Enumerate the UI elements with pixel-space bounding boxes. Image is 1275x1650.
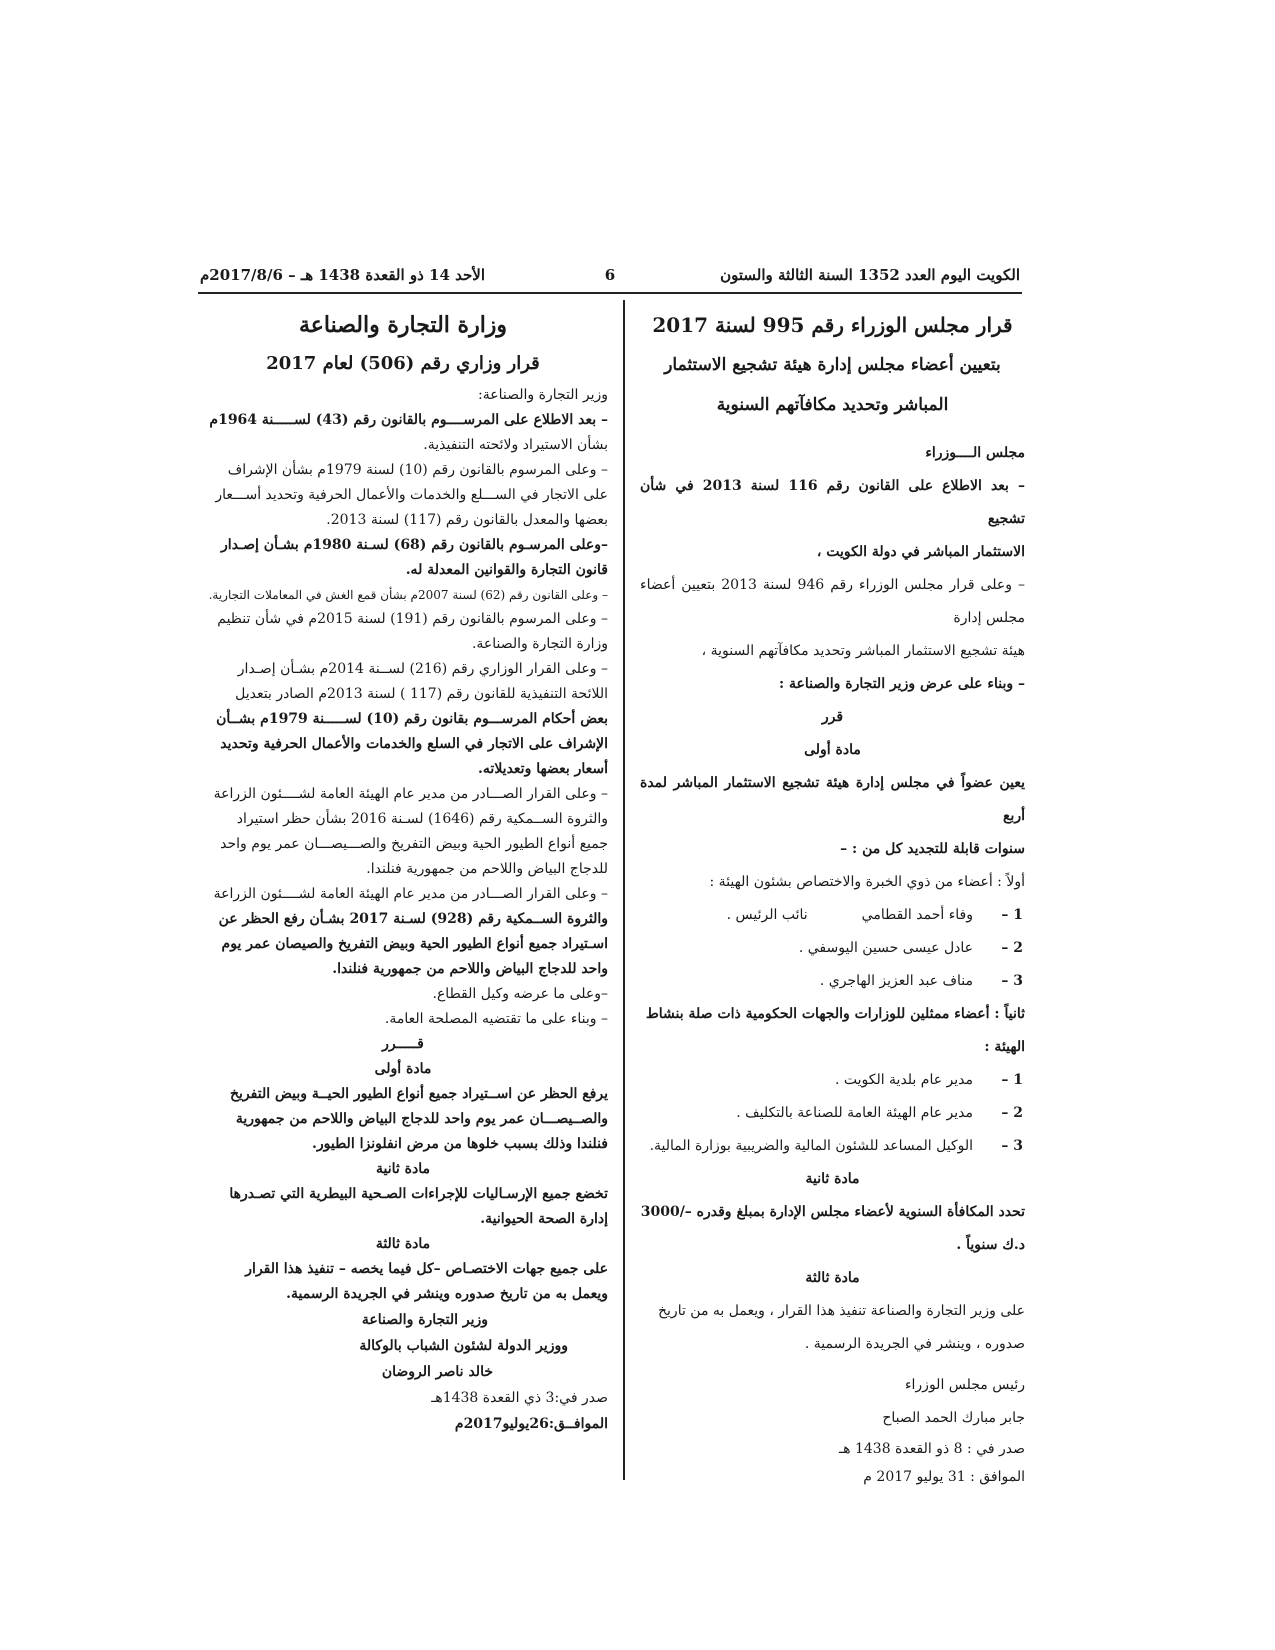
article-text: د.ك سنوياً . <box>956 1237 1025 1253</box>
cabinet-decision-title: قرار مجلس الوزراء رقم 995 لسنة 2017 <box>652 313 1013 337</box>
preamble-line: والثروة الســمكية رقم (1646) لسـنة 2016 بشأن حظر استيراد <box>236 811 608 827</box>
preamble-line: اسـتيراد جميع أنواع الطيور الحية وبيض التفريخ والصيصان عمر يوم <box>221 936 608 952</box>
left-column <box>198 305 608 1437</box>
member-item <box>640 932 1025 965</box>
preamble-line: واحد للدجاج البياض واللاحم من جمهورية فنلندا. <box>332 961 608 977</box>
preamble-line: –وعلى المرسـوم بالقانون رقم (68) لسـنة 1980م بشـأن إصـدار <box>221 537 608 553</box>
member-name: الوكيل المساعد للشئون المالية والضريبية بوزارة المالية. <box>649 1138 973 1154</box>
preamble-line: – وبناء على عرض وزير التجارة والصناعة : <box>778 676 1025 692</box>
member-name: عادل عيسى حسين اليوسفي . <box>798 940 973 956</box>
preamble-line: وزارة التجارة والصناعة. <box>471 636 608 652</box>
article-heading: مادة ثالثة <box>805 1270 860 1286</box>
preamble-line: – وعلى المرسوم بالقانون رقم (10) لسنة 1979م بشأن الإشراف <box>227 462 608 478</box>
article-text: صدوره ، وينشر في الجريدة الرسمية . <box>804 1336 1025 1352</box>
page-header <box>200 266 1020 290</box>
member-role: نائب الرئيس . <box>726 907 808 923</box>
article-text: ويعمل به من تاريخ صدوره وينشر في الجريدة الرسمية. <box>286 1286 608 1302</box>
article-text: على جميع جهات الاختصـاص –كل فيما يخصه – تنفيذ هذا القرار <box>245 1261 608 1277</box>
issuer: وزير التجارة والصناعة: <box>478 387 608 403</box>
group-heading: أولاً : أعضاء من ذوي الخبرة والاختصاص بشئون الهيئة : <box>709 874 1025 890</box>
article-heading: مادة ثالثة <box>375 1236 431 1252</box>
member-item <box>640 1097 1025 1130</box>
member-number: 3 – <box>1001 973 1023 989</box>
preamble-line: أسعار بعضها وتعديلاته. <box>478 761 608 777</box>
member-name: مناف عبد العزيز الهاجري . <box>819 973 973 989</box>
member-number: 1 – <box>1001 1072 1023 1088</box>
preamble-line: والثروة الســمكية رقم (928) لسـنة 2017 بشـأن رفع الحظر عن <box>218 911 608 927</box>
preamble-line: الاستثمار المباشر في دولة الكويت ، <box>816 544 1025 560</box>
cabinet-decision-subtitle-2: المباشر وتحديد مكافآتهم السنوية <box>716 395 949 415</box>
header-divider <box>198 292 1022 294</box>
article-text: على وزير التجارة والصناعة تنفيذ هذا القرار ، ويعمل به من تاريخ <box>658 1303 1025 1319</box>
preamble-line: بعض أحكام المرســـوم بقانون رقم (10) لســـــنة 1979م بشــأن <box>216 711 608 727</box>
header-publication: الكويت اليوم العدد 1352 السنة الثالثة والستون <box>720 266 1020 284</box>
preamble-line: جميع أنواع الطيور الحية وبيض التفريخ والصـــيصـــان عمر يوم واحد <box>220 836 608 852</box>
member-name: مدير عام الهيئة العامة للصناعة بالتكليف . <box>736 1105 973 1121</box>
preamble-line: – وعلى القرار الصـــادر من مدير عام الهيئة العامة لشــــئون الزراعة <box>213 886 608 902</box>
preamble-line: – بعد الاطلاع على القانون رقم 116 لسنة 2013 في شأن تشجيع <box>640 478 1026 527</box>
preamble-line: – بعد الاطلاع على المرســــوم بالقانون رقم (43) لســـــنة 1964م <box>209 412 608 428</box>
member-item <box>640 899 1025 932</box>
preamble-line: على الاتجار في الســـلع والخدمات والأعمال الحرفية وتحديد أســـعار <box>215 487 608 503</box>
preamble-line: –وعلى ما عرضه وكيل القطاع. <box>432 986 608 1002</box>
preamble-line: للدجاج البياض واللاحم من جمهورية فنلندا. <box>366 861 608 877</box>
article-heading: مادة ثانية <box>376 1161 430 1177</box>
decided-heading: قرر <box>821 709 844 725</box>
article-text: والصــيصـــان عمر يوم واحد للدجاج البياض واللاحم من جمهورية <box>235 1111 608 1127</box>
header-date: الأحد 14 ذو القعدة 1438 هـ – 2017/8/6م <box>200 266 485 284</box>
column-divider <box>623 300 625 1480</box>
signature-title: وزير التجارة والصناعة <box>361 1312 488 1328</box>
corresponding-date: الموافــق:26يوليو2017م <box>454 1416 608 1432</box>
article-text: يرفع الحظر عن اســتيراد جميع أنواع الطيور الحيــة وبيض التفريخ <box>230 1086 608 1102</box>
article-heading: مادة أولى <box>374 1061 432 1077</box>
preamble-line: قانون التجارة والقوانين المعدلة له. <box>405 562 608 578</box>
preamble-line: – وعلى القرار الوزاري رقم (216) لســنة 2014م بشـأن إصـدار <box>237 661 608 677</box>
member-number: 2 – <box>1001 1105 1023 1121</box>
signature-name: جابر مبارك الحمد الصباح <box>882 1410 1025 1426</box>
preamble <box>198 408 608 1032</box>
preamble-line: – وعلى القرار الصـــادر من مدير عام الهيئة العامة لشــــئون الزراعة <box>213 786 608 802</box>
signature-title-2: ووزير الدولة لشئون الشباب بالوكالة <box>359 1338 568 1354</box>
group-heading-cont: الهيئة : <box>984 1039 1025 1055</box>
preamble-line: هيئة تشجيع الاستثمار المباشر وتحديد مكافآتهم السنوية ، <box>701 643 1025 659</box>
member-number: 1 – <box>1001 907 1023 923</box>
preamble-line: – وعلى المرسوم بالقانون رقم (191) لسنة 2015م في شأن تنظيم <box>217 611 608 627</box>
member-name: مدير عام بلدية الكويت . <box>834 1072 973 1088</box>
member-item <box>640 1130 1025 1163</box>
signature-title: رئيس مجلس الوزراء <box>904 1377 1025 1393</box>
article-text: تحدد المكافأة السنوية لأعضاء مجلس الإدارة بمبلغ وقدره –/3000 <box>640 1204 1025 1220</box>
signature-name: خالد ناصر الروضان <box>381 1364 493 1380</box>
member-item <box>640 1064 1025 1097</box>
right-column <box>640 305 1025 1491</box>
header-page-number: 6 <box>604 266 616 284</box>
preamble-line: بعضها والمعدل بالقانون رقم (117) لسنة 2013. <box>326 512 608 528</box>
issuer: مجلس الــــوزراء <box>925 445 1025 461</box>
article-heading: مادة ثانية <box>805 1171 860 1187</box>
preamble-line: – وعلى قرار مجلس الوزراء رقم 946 لسنة 2013 بتعيين أعضاء مجلس إدارة <box>640 577 1025 626</box>
preamble-line: – وعلى القانون رقم (62) لسنة 2007م بشأن قمع الغش في المعاملات التجارية. <box>208 588 608 602</box>
preamble-line: بشأن الاستيراد ولائحته التنفيذية. <box>423 437 608 453</box>
cabinet-decision-subtitle-1: بتعيين أعضاء مجلس إدارة هيئة تشجيع الاستثمار <box>664 355 1001 375</box>
preamble-line: اللائحة التنفيذية للقانون رقم (117 ) لسنة 2013م الصادر بتعديل <box>235 686 608 702</box>
article-text: إدارة الصحة الحيوانية. <box>480 1211 608 1227</box>
article-text: سنوات قابلة للتجديد كل من : – <box>840 841 1025 857</box>
article-heading: مادة أولى <box>804 742 861 758</box>
ministry-title: وزارة التجارة والصناعة <box>298 312 508 338</box>
preamble-line: – وبناء على ما تقتضيه المصلحة العامة. <box>384 1011 608 1027</box>
preamble-line: الإشراف على الاتجار في السلع والخدمات والأعمال الحرفية وتحديد <box>220 736 608 752</box>
decided-heading: قـــــرر <box>382 1036 424 1052</box>
issued-date: صدر في : 8 ذو القعدة 1438 هـ <box>839 1441 1025 1457</box>
member-item <box>640 965 1025 998</box>
article-text: تخضع جميع الإرسـاليات للإجراءات الصـحية البيطرية التي تصـدرها <box>229 1186 608 1202</box>
article-text: يعين عضواً في مجلس إدارة هيئة تشجيع الاستثمار المباشر لمدة أربع <box>640 775 1025 824</box>
issued-date: صدر في:3 ذي القعدة 1438هـ <box>431 1390 608 1406</box>
member-name: وفاء أحمد القطامي <box>861 907 973 923</box>
group-heading: ثانياً : أعضاء ممثلين للوزارات والجهات الحكومية ذات صلة بنشاط <box>645 1006 1025 1022</box>
ministerial-decision-title: قرار وزاري رقم (506) لعام 2017 <box>266 353 540 374</box>
article-text: فنلندا وذلك بسبب خلوها من مرض انفلونزا الطيور. <box>311 1136 608 1152</box>
member-number: 2 – <box>1001 940 1023 956</box>
member-number: 3 – <box>1001 1138 1023 1154</box>
corresponding-date: الموافق : 31 يوليو 2017 م <box>863 1469 1025 1485</box>
